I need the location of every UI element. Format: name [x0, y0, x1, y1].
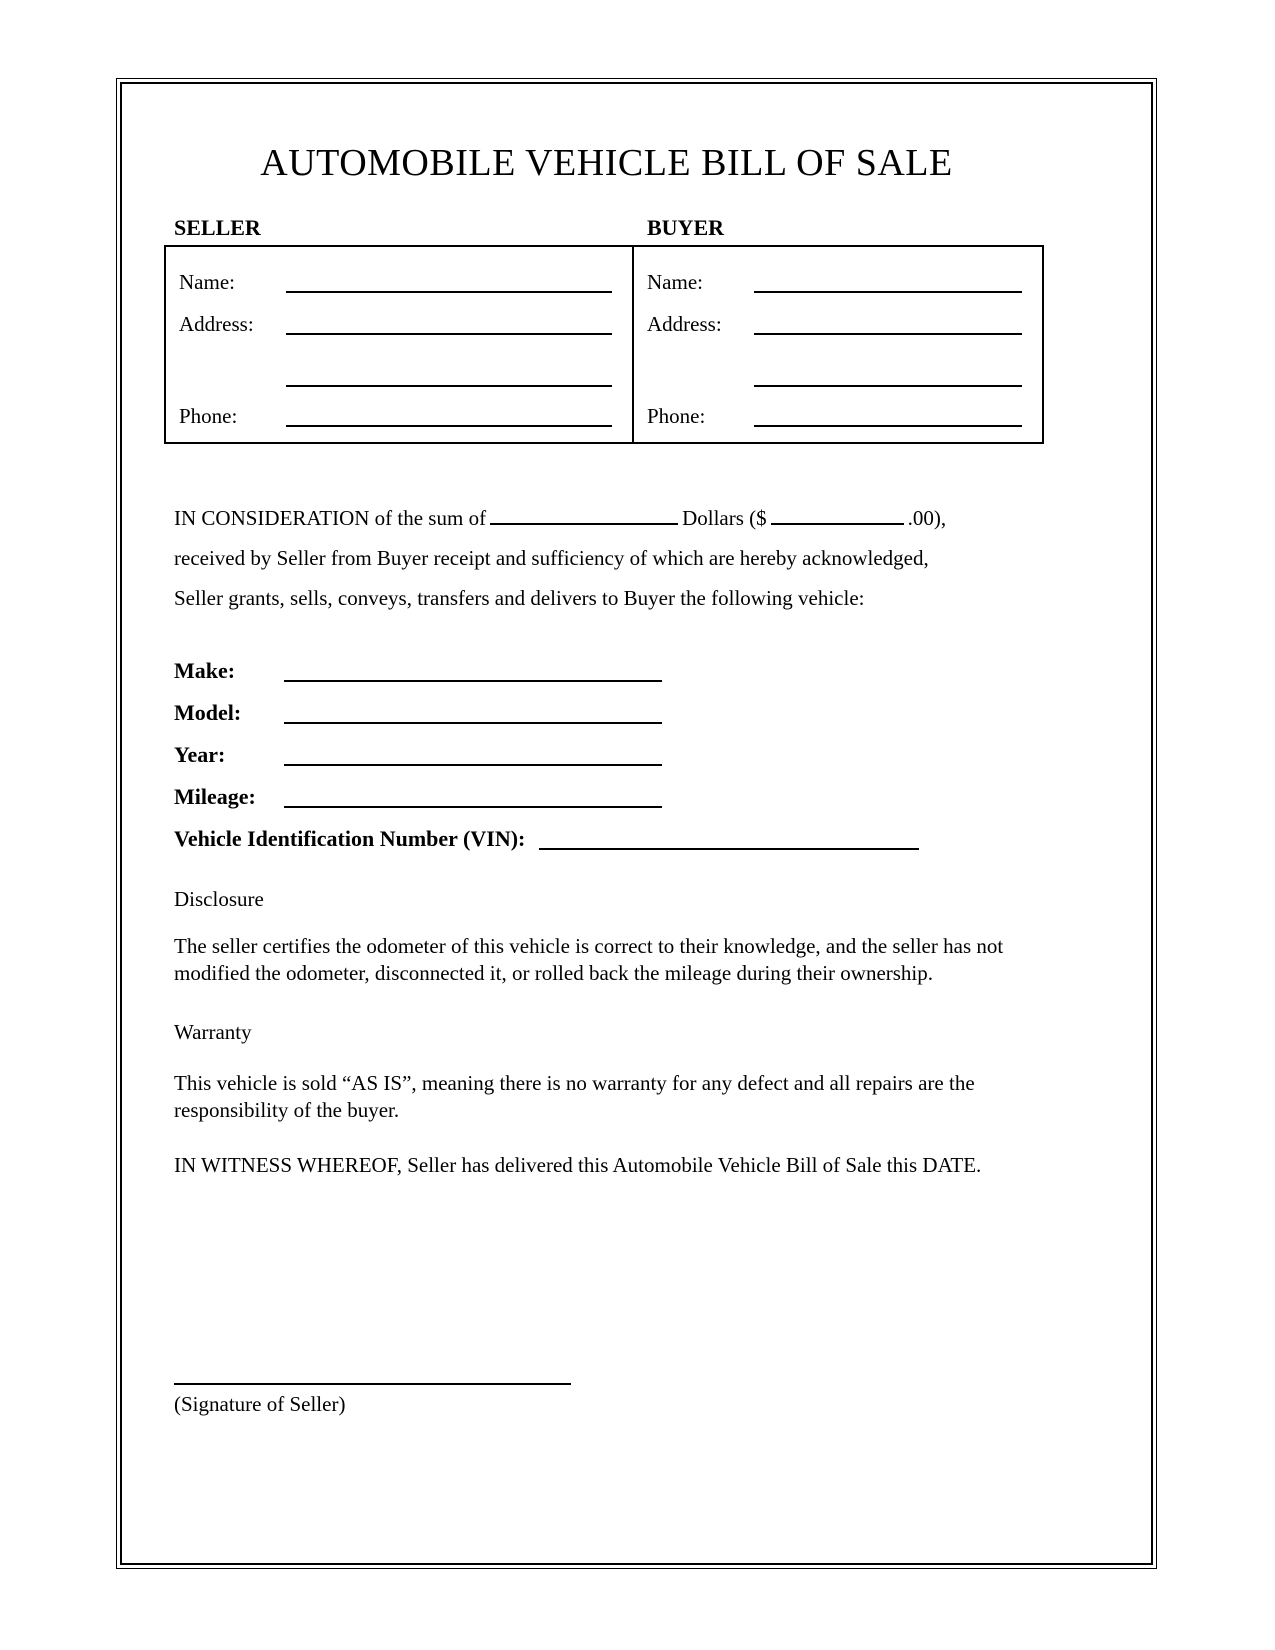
year-blank[interactable] — [284, 734, 662, 766]
consideration-line-1 — [174, 498, 1039, 538]
witness-paragraph: IN WITNESS WHEREOF, Seller has delivered this Automobile Vehicle Bill of Sale this DATE. — [174, 1153, 982, 1177]
consideration-line-3: Seller grants, sells, conveys, transfers and delivers to Buyer the following vehicle: — [174, 586, 865, 610]
seller-address2-blank[interactable] — [286, 345, 612, 387]
seller-address2-label — [179, 345, 286, 395]
signature-caption: (Signature of Seller) — [174, 1392, 346, 1416]
mileage-row — [174, 776, 1039, 818]
buyer-address2-label — [647, 345, 754, 395]
parties-table — [164, 245, 1044, 444]
page-border-outer — [116, 78, 1157, 1569]
seller-signature-line[interactable] — [174, 1371, 571, 1385]
buyer-phone-row — [647, 395, 1022, 437]
page-border-inner — [120, 82, 1153, 1565]
make-blank[interactable] — [284, 650, 662, 682]
seller-address-blank[interactable] — [286, 303, 612, 335]
buyer-cell — [634, 247, 1042, 442]
year-row — [174, 734, 1039, 776]
year-label: Year: — [174, 742, 226, 767]
buyer-address-row — [647, 303, 1022, 345]
consideration-paragraph — [174, 498, 1039, 618]
seller-name-row — [179, 261, 612, 303]
vehicle-fields — [174, 650, 1039, 860]
vin-row — [174, 818, 1039, 860]
buyer-address-blank[interactable] — [754, 303, 1022, 335]
mileage-label: Mileage: — [174, 784, 256, 809]
model-row — [174, 692, 1039, 734]
seller-phone-row — [179, 395, 612, 437]
model-label: Model: — [174, 700, 242, 725]
consideration-text-prefix: IN CONSIDERATION of the sum of — [174, 506, 487, 530]
document-body — [122, 84, 1151, 1563]
buyer-header: BUYER — [647, 215, 725, 240]
buyer-address-label: Address: — [647, 312, 722, 336]
vin-label: Vehicle Identification Number (VIN): — [174, 826, 526, 851]
buyer-address2-row — [647, 345, 1022, 395]
buyer-name-label: Name: — [647, 270, 703, 294]
consideration-line-2: received by Seller from Buyer receipt and sufficiency of which are hereby acknowledged, — [174, 546, 929, 570]
amount-words-blank[interactable] — [490, 509, 678, 525]
seller-phone-blank[interactable] — [286, 395, 612, 427]
document-title: AUTOMOBILE VEHICLE BILL OF SALE — [260, 142, 953, 184]
consideration-text-suffix: .00), — [907, 506, 947, 530]
buyer-address2-blank[interactable] — [754, 345, 1022, 387]
buyer-name-blank[interactable] — [754, 261, 1022, 293]
seller-address-label: Address: — [179, 312, 254, 336]
seller-name-blank[interactable] — [286, 261, 612, 293]
seller-address-row — [179, 303, 612, 345]
seller-address2-row — [179, 345, 612, 395]
buyer-phone-label: Phone: — [647, 404, 706, 428]
seller-cell — [166, 247, 634, 442]
consideration-text-mid: Dollars ($ — [682, 506, 767, 530]
seller-phone-label: Phone: — [179, 404, 238, 428]
warranty-paragraph: This vehicle is sold “AS IS”, meaning there is no warranty for any defect and all repairs are the responsibility of the buyer. — [174, 1071, 975, 1122]
seller-header: SELLER — [174, 215, 261, 240]
amount-figure-blank[interactable] — [771, 509, 904, 525]
model-blank[interactable] — [284, 692, 662, 724]
vin-blank[interactable] — [539, 818, 919, 850]
disclosure-heading: Disclosure — [174, 887, 264, 911]
make-label: Make: — [174, 658, 236, 683]
buyer-phone-blank[interactable] — [754, 395, 1022, 427]
mileage-blank[interactable] — [284, 776, 662, 808]
seller-name-label: Name: — [179, 270, 235, 294]
make-row — [174, 650, 1039, 692]
buyer-name-row — [647, 261, 1022, 303]
warranty-heading: Warranty — [174, 1020, 252, 1044]
party-headers — [164, 214, 1044, 242]
disclosure-paragraph: The seller certifies the odometer of this vehicle is correct to their knowledge, and the seller has not modified the odometer, disconnected it, or rolled back the mileage during their ownership. — [174, 934, 1004, 985]
